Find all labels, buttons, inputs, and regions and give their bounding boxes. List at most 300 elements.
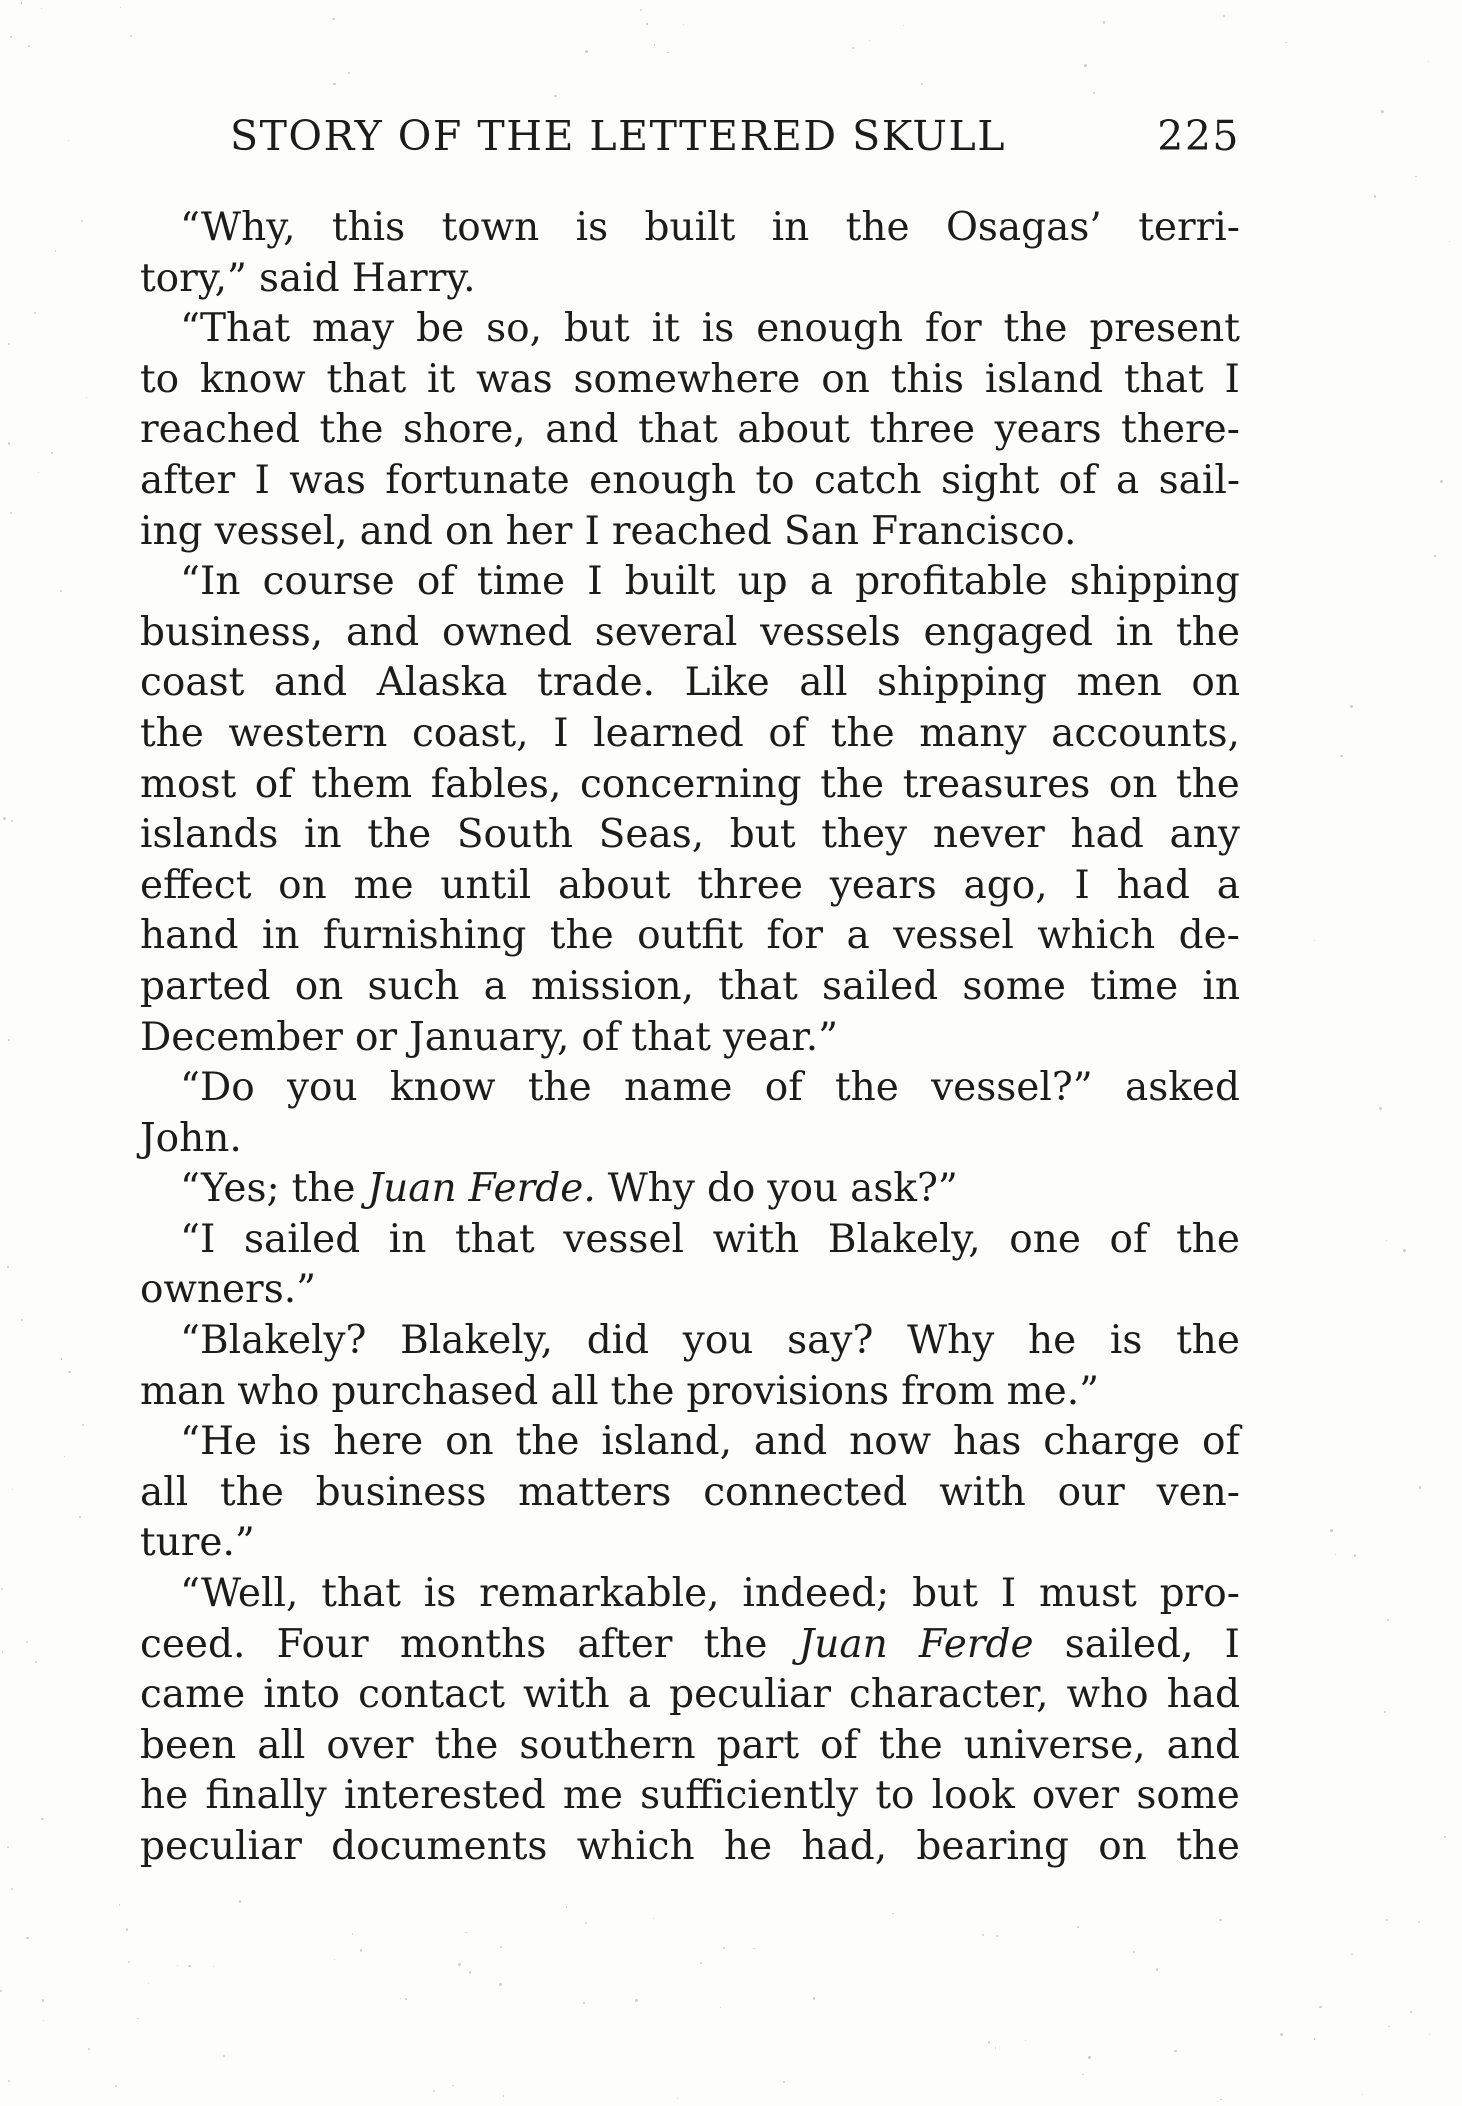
word: after [140, 457, 236, 503]
word: had [1116, 862, 1190, 908]
text-line [140, 405, 1240, 456]
word: all [257, 1722, 306, 1768]
paper-speck [0, 1990, 2, 1992]
word: indeed; [742, 1571, 890, 1617]
word: pro- [1159, 1571, 1240, 1617]
word: built [624, 559, 716, 605]
word: character, [849, 1672, 1049, 1718]
word: universe, [963, 1722, 1146, 1768]
word: sailed, [1064, 1621, 1194, 1667]
word: the [1176, 609, 1240, 655]
paper-speck [720, 2007, 721, 2008]
word: sufficiently [640, 1773, 859, 1819]
text-line [140, 962, 1240, 1013]
word: in [388, 1216, 427, 1262]
word: a [483, 963, 507, 1009]
paper-speck [1381, 110, 1384, 113]
paper-speck [988, 2041, 990, 2043]
text-line [140, 658, 1240, 709]
word: all [140, 1469, 189, 1515]
paper-speck [64, 1456, 65, 1457]
paper-speck [126, 1928, 128, 1930]
word: January, [409, 1014, 570, 1060]
paper-speck [813, 1997, 815, 1999]
word: southern [519, 1722, 696, 1768]
paper-speck [1386, 1919, 1389, 1922]
word: fables, [430, 761, 562, 807]
paper-speck [500, 1946, 502, 1948]
word: and [753, 1419, 828, 1465]
paper-speck [465, 1932, 467, 1934]
word: on [445, 508, 494, 554]
word: that [326, 356, 407, 402]
word: months [399, 1621, 547, 1667]
paper-speck [995, 2047, 996, 2048]
word: town [441, 205, 540, 250]
word: Why [907, 1318, 995, 1364]
word: shipping [1069, 559, 1240, 605]
word: be [416, 306, 465, 352]
word: who [1066, 1672, 1149, 1718]
word: on [1108, 761, 1158, 807]
word: “That [180, 306, 290, 352]
paper-speck [7, 1266, 9, 1268]
text-line [140, 1063, 1240, 1114]
word: me.” [1006, 1368, 1100, 1414]
word: so, [486, 306, 543, 352]
running-head [140, 112, 1240, 172]
paper-speck [1156, 1968, 1158, 1970]
word: had, [801, 1824, 888, 1869]
word: and [273, 660, 348, 706]
paper-speck [8, 343, 11, 346]
word: ven- [1156, 1469, 1240, 1515]
word: that [454, 1216, 535, 1262]
word: of [254, 761, 293, 807]
paper-speck [400, 1998, 401, 1999]
word: I [1000, 1571, 1017, 1617]
text-line [140, 1215, 1240, 1266]
word: her [505, 508, 573, 554]
paper-speck [469, 1971, 471, 1973]
word: western [228, 710, 388, 756]
paper-speck [654, 44, 656, 46]
paper-speck [82, 1424, 84, 1426]
word: sailed [821, 963, 939, 1009]
paper-speck [1428, 61, 1429, 62]
word: the [1176, 1824, 1240, 1869]
paper-speck [667, 52, 669, 54]
paper-speck [7, 1846, 9, 1848]
paper-speck [1351, 1954, 1353, 1956]
word: Seas, [598, 812, 705, 858]
word: on [445, 1419, 494, 1465]
word: concerning [579, 761, 802, 807]
paper-speck [1, 1588, 3, 1590]
word: about [737, 407, 850, 453]
word: ing [140, 508, 203, 554]
word: bearing [916, 1824, 1069, 1869]
word: the [140, 710, 204, 756]
word: time [1090, 963, 1179, 1009]
word: is [1109, 1318, 1143, 1364]
paper-speck [1082, 2074, 1083, 2075]
word: and [545, 407, 619, 453]
text-line [140, 355, 1240, 406]
word: they [821, 812, 908, 858]
word: say? [787, 1318, 874, 1364]
word: is [575, 205, 609, 250]
word: the [834, 1065, 899, 1111]
paper-speck [1319, 2006, 1321, 2008]
word: in [1115, 609, 1154, 655]
word: sight [941, 457, 1040, 503]
word: Juan [367, 1166, 457, 1212]
paper-speck [137, 2018, 138, 2019]
paper-speck [28, 45, 29, 46]
word: Four [276, 1621, 369, 1667]
paper-speck [1418, 1921, 1420, 1923]
paper-speck [566, 1906, 568, 1908]
word: been [140, 1722, 237, 1768]
paper-speck [1084, 64, 1087, 67]
paper-speck [10, 36, 12, 38]
paper-speck [1335, 1554, 1336, 1555]
paper-speck [1133, 1951, 1135, 1953]
word: of [820, 1722, 858, 1768]
word: I [587, 559, 603, 605]
paper-speck [1388, 2026, 1389, 2027]
paper-speck [42, 1999, 44, 2001]
word: Like [684, 660, 770, 706]
paper-speck [1220, 2099, 1221, 2100]
word: learned [593, 710, 744, 756]
word: was [476, 356, 553, 402]
paper-speck [1350, 705, 1353, 708]
paper-speck [188, 1965, 190, 1967]
text-line [140, 810, 1240, 861]
text-line [140, 1721, 1240, 1772]
word: and [345, 609, 420, 655]
paper-speck [21, 1319, 23, 1321]
word: owners.” [140, 1267, 317, 1313]
word: and [1166, 1722, 1240, 1768]
text-line [140, 254, 1240, 305]
word: that [321, 1571, 401, 1617]
word: asked [1124, 1065, 1240, 1111]
paper-speck [1354, 1554, 1357, 1557]
word: do [706, 1166, 756, 1212]
word: this [331, 205, 406, 250]
paper-speck [60, 590, 62, 592]
word: on [821, 356, 870, 402]
paper-speck [352, 1933, 354, 1935]
paper-speck [68, 1371, 70, 1373]
word: this [890, 356, 964, 402]
paper-speck [3, 817, 6, 820]
word: furnishing [322, 913, 527, 959]
word: course [262, 559, 395, 605]
paper-speck [239, 1900, 242, 1903]
word: for [925, 306, 982, 352]
word: the [1003, 306, 1068, 352]
word: until [440, 862, 532, 908]
paper-speck [1314, 2038, 1316, 2040]
word: into [263, 1672, 340, 1718]
paper-speck [10, 512, 12, 514]
paper-speck [348, 72, 349, 73]
word: enough [589, 457, 737, 503]
paper-speck [41, 1818, 43, 1820]
word: Blakely, [827, 1216, 981, 1262]
paper-speck [646, 23, 647, 24]
body-text [140, 203, 1240, 1873]
word: had [1070, 812, 1144, 858]
word: ago, [963, 862, 1048, 908]
word: Juan [798, 1621, 888, 1667]
paper-speck [677, 2098, 678, 2099]
word: the [367, 812, 432, 858]
word: Ferde. [468, 1166, 596, 1212]
word: is [278, 1419, 312, 1465]
paper-speck [8, 2080, 10, 2082]
word: the [1176, 1318, 1240, 1364]
word: of [416, 559, 455, 605]
word: the [845, 205, 910, 250]
paper-speck [68, 140, 69, 141]
word: year.” [722, 1014, 839, 1060]
paper-speck [43, 2020, 44, 2021]
word: but [912, 1571, 978, 1617]
word: in [771, 205, 810, 250]
word: “In [180, 559, 241, 605]
word: vessel [563, 1216, 684, 1262]
word: men [1076, 660, 1162, 706]
paper-speck [130, 35, 132, 37]
word: you [682, 1318, 754, 1364]
paper-speck [128, 1961, 130, 1963]
word: and [359, 508, 433, 554]
word: there- [1121, 407, 1240, 453]
word: time [476, 559, 566, 605]
word: that [718, 963, 798, 1009]
paper-speck [119, 1904, 120, 1905]
word: Osagas’ [945, 205, 1102, 250]
paper-speck [433, 2090, 435, 2092]
word: Blakely, [400, 1318, 553, 1364]
paper-speck [640, 9, 642, 11]
paper-speck [11, 820, 13, 822]
paper-speck [1440, 480, 1443, 483]
word: that [1123, 356, 1204, 402]
word: the [291, 1166, 356, 1212]
word: part [716, 1722, 800, 1768]
word: hand [140, 913, 239, 959]
paper-speck [51, 452, 52, 453]
paper-speck [35, 1661, 38, 1664]
word: de- [1178, 913, 1240, 959]
word: all [550, 1368, 599, 1414]
word: island [984, 356, 1104, 402]
word: business [315, 1469, 487, 1515]
word: a [1216, 862, 1240, 908]
word: the [830, 710, 895, 756]
word: he [1028, 1318, 1077, 1364]
word: or [354, 1014, 398, 1060]
paper-speck [585, 50, 588, 53]
word: is [423, 1571, 457, 1617]
word: on [278, 862, 327, 908]
word: some [962, 963, 1066, 1009]
word: had [1166, 1672, 1240, 1718]
paper-speck [1340, 755, 1342, 757]
word: name [624, 1065, 733, 1111]
word: it [651, 306, 680, 352]
paper-speck [177, 1965, 178, 1966]
paper-speck [81, 220, 83, 222]
word: of [1109, 1216, 1148, 1262]
word: outfit [637, 913, 744, 959]
paper-speck [332, 18, 335, 21]
paper-speck [903, 25, 904, 26]
word: the [610, 1368, 675, 1414]
word: I [584, 508, 600, 554]
paper-speck [1403, 1249, 1406, 1252]
text-line [140, 1569, 1240, 1620]
word: provisions [686, 1368, 890, 1414]
word: it [427, 356, 456, 402]
word: with [523, 1672, 610, 1718]
word: now [849, 1419, 932, 1465]
word: “Why, [180, 205, 296, 250]
text-line [140, 1013, 1240, 1064]
paper-speck [38, 472, 39, 473]
word: engaged [923, 609, 1093, 655]
word: which [576, 1824, 695, 1869]
text-line [140, 1265, 1240, 1316]
word: up [737, 559, 788, 605]
paper-speck [583, 2002, 585, 2004]
word: mission, [531, 963, 694, 1009]
word: profitable [855, 559, 1048, 605]
word: finally [205, 1773, 327, 1819]
paper-speck [683, 24, 684, 25]
word: was [289, 457, 366, 503]
word: most [140, 761, 237, 807]
word: “Do [180, 1065, 255, 1111]
word: may [311, 306, 395, 352]
word: peculiar [669, 1672, 831, 1718]
word: on [1191, 660, 1240, 706]
paper-speck [753, 1948, 755, 1950]
word: all [799, 660, 848, 706]
paper-speck [1025, 2040, 1026, 2041]
paper-speck [61, 1358, 62, 1359]
word: vessel?” [931, 1065, 1093, 1111]
word: the [434, 1722, 499, 1768]
paper-speck [982, 1934, 984, 1936]
word: vessel, [214, 508, 348, 554]
word: for [766, 913, 824, 959]
word: a [627, 1672, 652, 1718]
word: three [869, 407, 976, 453]
paper-speck [1415, 176, 1417, 178]
paper-speck [653, 1918, 654, 1919]
word: the [703, 1621, 768, 1667]
word: enough [756, 306, 904, 352]
word: look [931, 1773, 1015, 1819]
text-line [140, 1620, 1240, 1671]
word: but [729, 812, 796, 858]
text-line [140, 507, 1240, 558]
word: remarkable, [479, 1571, 720, 1617]
word: “Well, [180, 1571, 299, 1617]
paper-speck [554, 95, 557, 98]
word: our [1057, 1469, 1125, 1515]
word: about [558, 862, 671, 908]
paper-speck [921, 83, 923, 85]
text-line [140, 456, 1240, 507]
word: three [697, 862, 803, 908]
paper-speck [1449, 241, 1450, 242]
text-line [140, 1367, 1240, 1418]
word: such [367, 963, 460, 1009]
paper-speck [1285, 42, 1287, 44]
paper-speck [115, 2085, 117, 2087]
paper-speck [1374, 195, 1376, 197]
word: years [994, 407, 1102, 453]
paper-speck [1093, 92, 1095, 94]
running-title: STORY OF THE LETTERED SKULL [230, 112, 1006, 160]
word: peculiar [140, 1824, 302, 1869]
word: island, [601, 1419, 733, 1465]
paper-speck [1314, 940, 1316, 942]
paper-speck [1088, 2056, 1090, 2058]
word: the [219, 1469, 284, 1515]
word: a [809, 559, 834, 605]
word: Alaska [376, 660, 508, 706]
paper-speck [86, 397, 87, 398]
word: accounts, [1051, 710, 1240, 756]
word: “I [180, 1216, 216, 1262]
word: “He [180, 1419, 258, 1465]
paper-speck [1384, 1711, 1386, 1713]
text-line [140, 557, 1240, 608]
word: trade. [537, 660, 656, 706]
word: which [1037, 913, 1156, 959]
word: any [1169, 812, 1240, 858]
word: a [1115, 457, 1140, 503]
text-line [140, 1771, 1240, 1822]
word: never [932, 812, 1045, 858]
word: present [1089, 306, 1240, 352]
word: sailed [243, 1216, 361, 1262]
word: I [553, 710, 569, 756]
word: he [140, 1773, 189, 1819]
word: who [237, 1368, 320, 1414]
page-number: 225 [1157, 112, 1240, 160]
text-line [140, 203, 1240, 254]
word: South [456, 812, 573, 858]
word: I [1224, 356, 1240, 402]
text-line [140, 304, 1240, 355]
word: parted [140, 963, 271, 1009]
word: sail- [1158, 457, 1240, 503]
text-line [140, 1164, 1240, 1215]
paper-speck [2, 1651, 4, 1653]
word: the [549, 913, 614, 959]
word: over [1031, 1773, 1120, 1819]
